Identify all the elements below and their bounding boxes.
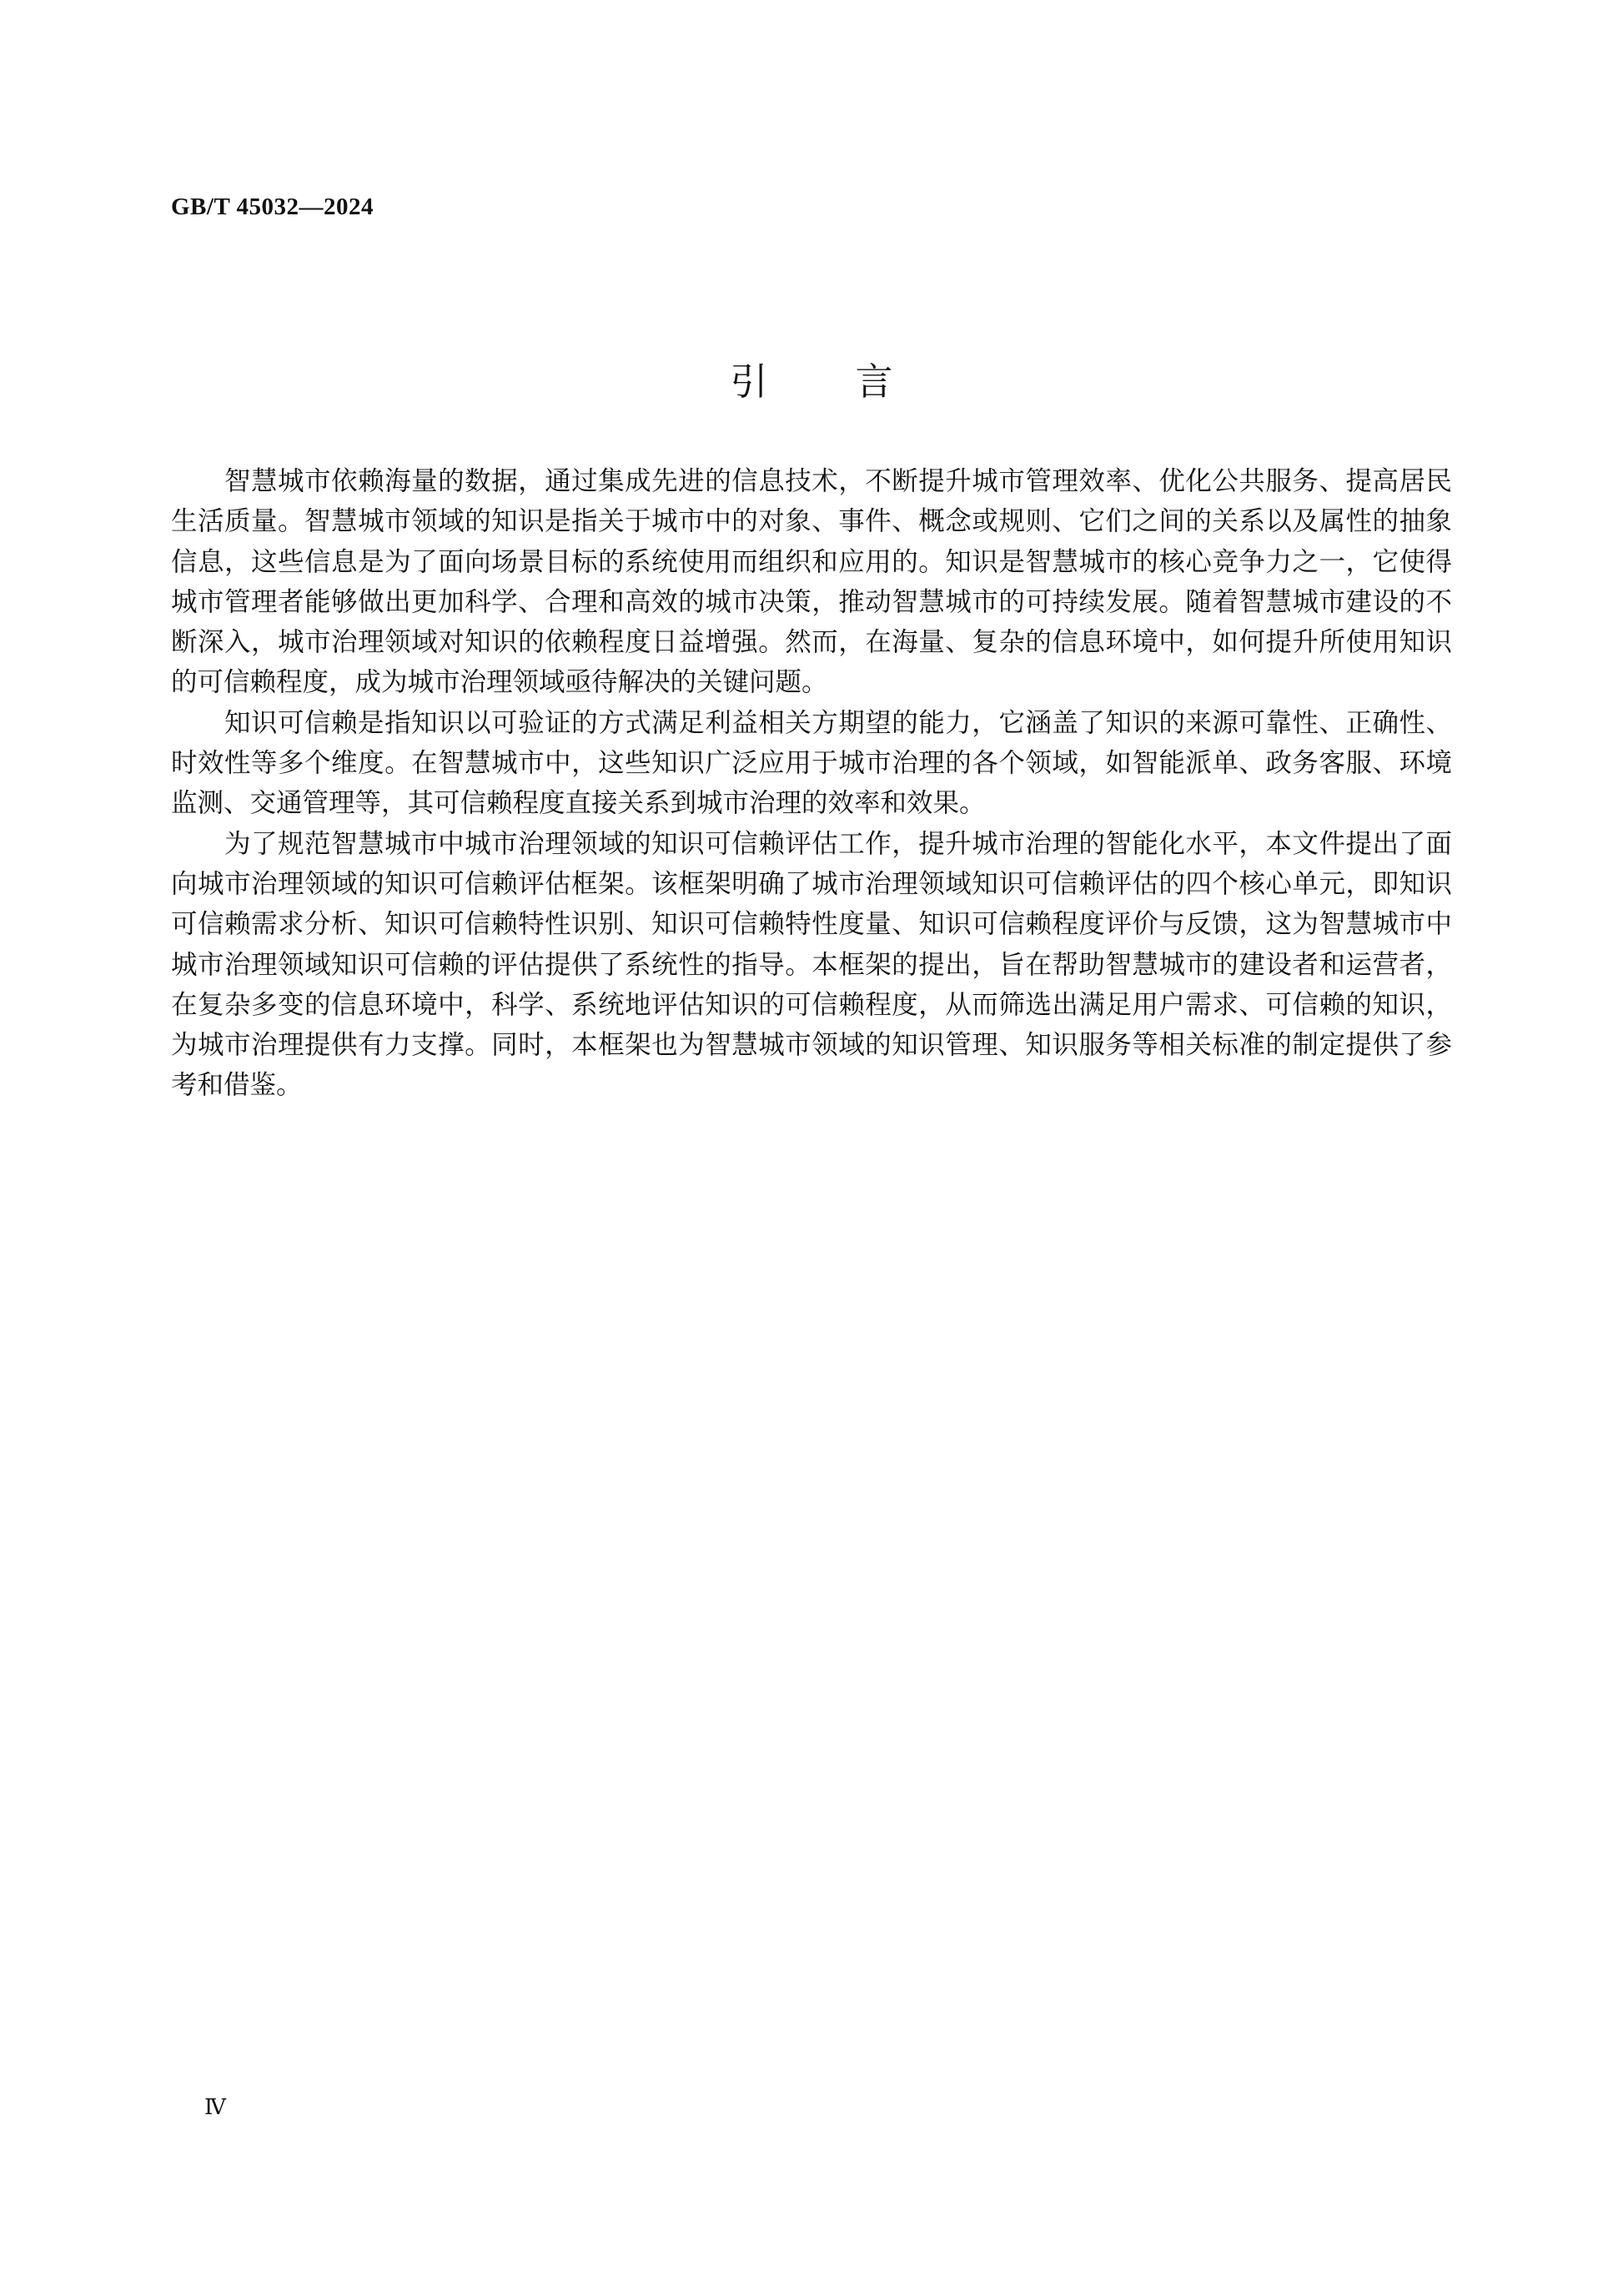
- page-number: Ⅳ: [204, 2095, 226, 2119]
- page-title-char-2: 言: [855, 359, 893, 404]
- paragraph-1: 智慧城市依赖海量的数据，通过集成先进的信息技术，不断提升城市管理效率、优化公共服务、提高居民生活质量。智慧城市领域的知识是指关于城市中的对象、事件、概念或规则、它们之间的关系以及属性的抽象信息，这些信息是为了面向场景目标的系统使用而组织和应用的。知识是智慧城市的核心竞争力之一，它使得城市管理者能够做出更加科学、合理和高效的城市决策，推动智慧城市的可持续发展。随着智慧城市建设的不断深入，城市治理领域对知识的依赖程度日益增强。然而，在海量、复杂的信息环境中，如何提升所使用知识的可信赖程度，成为城市治理领域亟待解决的关键问题。: [171, 466, 1452, 698]
- paragraph-2: 知识可信赖是指知识以可验证的方式满足利益相关方期望的能力，它涵盖了知识的来源可靠性、正确性、时效性等多个维度。在智慧城市中，这些知识广泛应用于城市治理的各个领域，如智能派单、政务客服、环境监测、交通管理等，其可信赖程度直接关系到城市治理的效率和效果。: [171, 707, 1452, 819]
- page-title-char-1: 引: [730, 359, 768, 404]
- paragraph-3: 为了规范智慧城市中城市治理领域的知识可信赖评估工作，提升城市治理的智能化水平，本文件提出了面向城市治理领域的知识可信赖评估框架。该框架明确了城市治理领域知识可信赖评估的四个核心单元，即知识可信赖需求分析、知识可信赖特性识别、知识可信赖特性度量、知识可信赖程度评价与反馈，这为智慧城市中城市治理领域知识可信赖的评估提供了系统性的指导。本框架的提出，旨在帮助智慧城市的建设者和运营者，在复杂多变的信息环境中，科学、系统地评估知识的可信赖程度，从而筛选出满足用户需求、可信赖的知识，为城市治理提供有力支撑。同时，本框架也为智慧城市领域的知识管理、知识服务等相关标准的制定提供了参考和借鉴。: [171, 828, 1452, 1101]
- introduction-body: [171, 461, 1452, 1106]
- page-title: [0, 357, 1623, 407]
- standard-number: GB/T 45032—2024: [171, 193, 374, 220]
